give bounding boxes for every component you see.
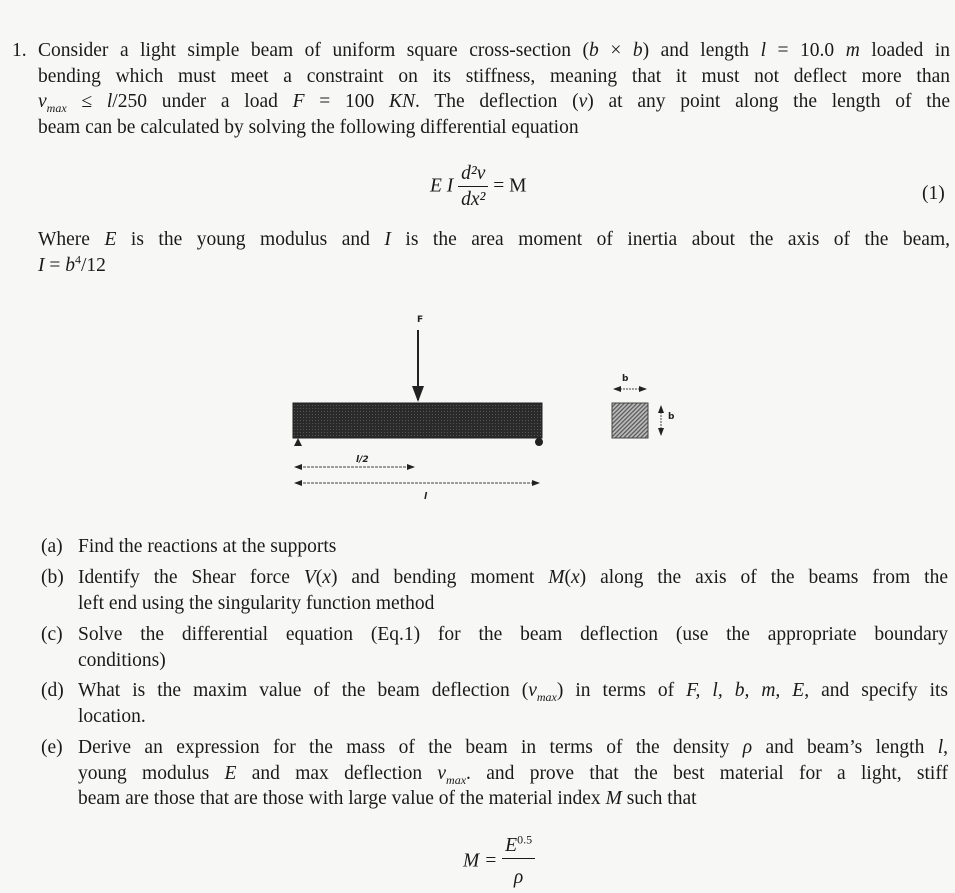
text-line <box>78 593 434 615</box>
part-label: (b) <box>41 567 64 588</box>
text-segment: I <box>384 229 391 250</box>
text-segment: l <box>937 737 944 758</box>
text-segment: = <box>44 254 66 276</box>
text-segment: left end using the singularity function method <box>78 592 435 614</box>
part-label: (e) <box>41 737 63 758</box>
equation-2-lhs: M = <box>463 850 498 872</box>
text-segment: Identify the Shear force <box>78 567 304 588</box>
text-line <box>78 536 336 558</box>
roller-support-icon <box>535 438 543 446</box>
text-segment: ) in terms of <box>556 680 687 701</box>
text-line <box>78 788 697 810</box>
text-segment: /250 under a load <box>112 91 293 112</box>
text-segment: l <box>760 40 766 61</box>
text-line <box>78 567 948 589</box>
equation-1-denominator: dx² <box>461 189 486 210</box>
text-segment: ν <box>38 91 47 112</box>
text-segment: is the young modulus and <box>116 229 385 250</box>
text-segment: ) and length <box>642 40 761 61</box>
text-segment: b <box>589 40 599 61</box>
text-line <box>78 650 166 672</box>
part-label: (c) <box>41 624 63 645</box>
text-segment: KN <box>389 91 416 112</box>
text-line <box>78 624 948 646</box>
text-segment: E <box>104 229 117 250</box>
text-segment: b <box>632 40 643 61</box>
text-segment: What is the maxim value of the beam deflection ( <box>78 680 529 701</box>
text-segment: ν <box>437 762 447 784</box>
width-label: b <box>622 374 629 384</box>
equation-2-numerator <box>502 832 535 859</box>
text-segment: location. <box>78 705 146 727</box>
text-segment: ( <box>564 567 571 588</box>
text-segment: E <box>224 762 237 784</box>
text-segment: max <box>446 772 467 787</box>
text-line <box>78 737 948 759</box>
text-segment: ≤ <box>66 91 107 112</box>
text-segment: V <box>303 567 316 588</box>
text-segment: . The deflection ( <box>415 91 579 112</box>
equation-2-denominator: ρ <box>513 867 524 888</box>
equation-1-rhs: = M <box>493 175 527 197</box>
text-segment: conditions) <box>78 649 166 671</box>
cross-section <box>612 403 648 438</box>
equation-1-lhs: E I <box>430 175 454 197</box>
numerator-base: E <box>505 835 518 856</box>
text-segment: = 100 <box>304 91 390 112</box>
text-segment: . and prove that the best material for a light, stiff <box>466 762 948 784</box>
part-label: (a) <box>41 536 63 557</box>
text-segment: /12 <box>81 254 106 276</box>
text-segment: M <box>605 788 622 809</box>
beam <box>293 403 542 438</box>
text-segment: Solve the differential equation (Eq.1) for the beam deflection (use the appropriate boundary <box>78 624 948 645</box>
pin-support-icon <box>294 438 302 446</box>
text-segment: x <box>322 567 331 588</box>
text-segment: ν <box>528 680 537 701</box>
half-length-label: l/2 <box>356 455 369 465</box>
length-label: l <box>424 492 428 502</box>
text-segment: beam can be calculated by solving the following differential equation <box>38 116 579 138</box>
text-segment: ( <box>315 567 323 588</box>
text-segment: ν <box>578 91 588 112</box>
text-segment: and beam’s length <box>752 737 938 758</box>
text-segment: and max deflection <box>236 762 438 784</box>
equation-1-numerator: d²ν <box>458 163 488 187</box>
text-segment: Derive an expression for the mass of the beam in terms of the density <box>78 737 743 758</box>
text-segment: bending which must meet a constraint on its stiffness, meaning that it must not deflect more than <box>38 65 950 87</box>
force-label: F <box>417 315 424 325</box>
text-segment: × <box>598 40 633 61</box>
text-segment: m <box>845 40 860 61</box>
text-segment: beam are those that are those with large value of the material index <box>78 788 606 809</box>
text-segment: , <box>943 737 948 758</box>
text-line <box>78 680 948 702</box>
equation-1-label: (1) <box>922 183 945 204</box>
text-segment: ρ <box>742 737 753 758</box>
text-segment: M <box>548 567 565 588</box>
text-segment: F, l, b, m, E <box>686 680 805 701</box>
text-segment: is the area moment of inertia about the axis of the beam, <box>390 229 950 250</box>
text-segment: b <box>65 254 75 276</box>
text-segment: Consider a light simple beam of uniform square cross-section ( <box>38 40 590 61</box>
height-label: b <box>668 412 675 422</box>
text-segment: Where <box>38 229 105 250</box>
text-segment: ) along the axis of the beams from the <box>579 567 948 588</box>
text-segment: , and specify its <box>804 680 948 701</box>
text-line <box>78 763 948 785</box>
text-segment: = 10.0 <box>766 40 846 61</box>
text-segment: Find the reactions at the supports <box>78 536 337 557</box>
text-segment: F <box>292 91 305 112</box>
text-segment: young modulus <box>78 762 225 784</box>
text-segment: such that <box>621 788 697 809</box>
text-segment: max <box>536 689 557 704</box>
text-segment: loaded in <box>859 40 950 61</box>
text-segment: ) at any point along the length of the <box>587 91 951 112</box>
part-label: (d) <box>41 680 64 701</box>
problem-number: 1. <box>12 40 27 61</box>
text-segment: I <box>38 254 45 276</box>
text-segment: max <box>46 100 67 115</box>
text-segment: ) and bending moment <box>330 567 549 588</box>
text-segment: x <box>570 567 580 588</box>
text-segment: l <box>106 91 113 112</box>
equation-2 <box>463 832 535 889</box>
equation-2-fraction <box>502 832 535 889</box>
numerator-exponent: 0.5 <box>517 832 533 847</box>
text-segment: 4 <box>75 252 81 266</box>
text-line <box>78 706 146 728</box>
